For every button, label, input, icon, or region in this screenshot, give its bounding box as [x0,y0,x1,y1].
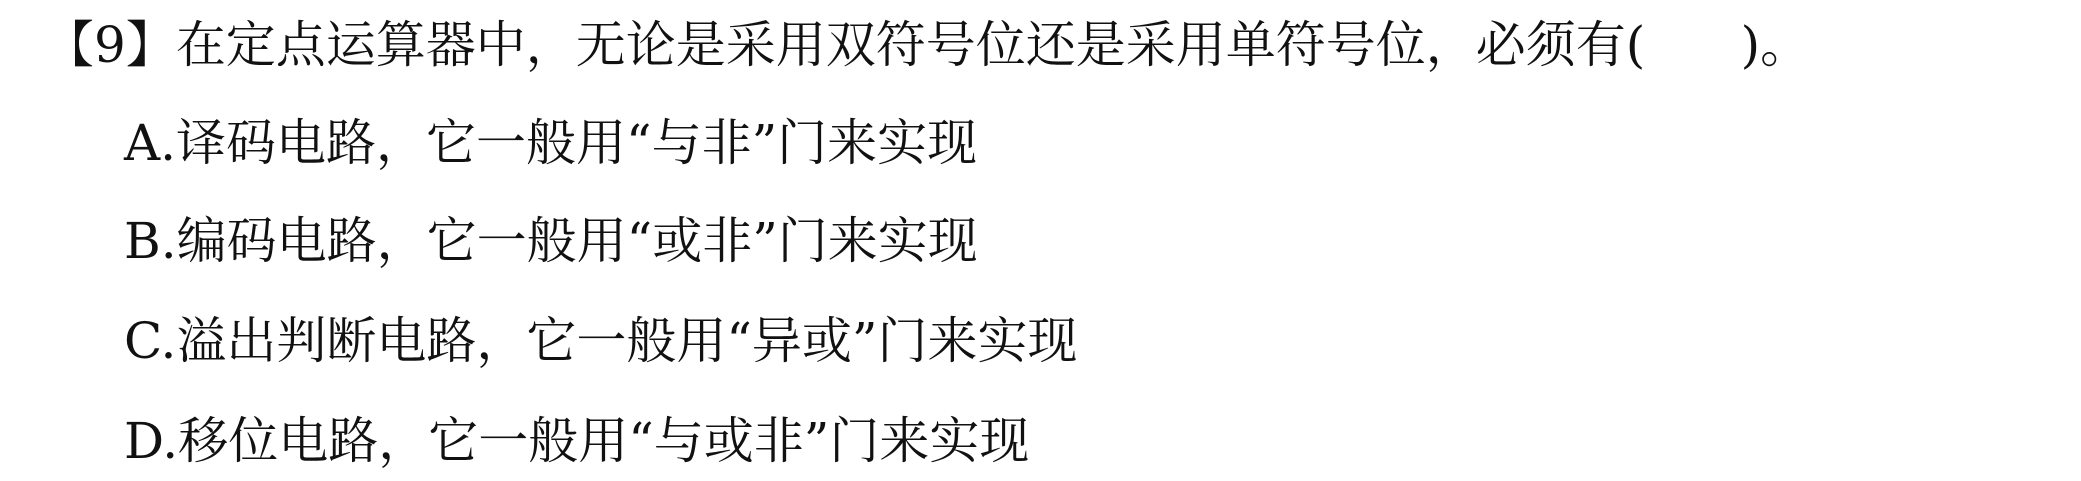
option-letter: B. [124,212,177,270]
option-text: 编码电路，它一般用“或非”门来实现 [176,212,978,270]
option-b [124,208,978,274]
option-letter: A. [124,114,177,172]
option-text: 移位电路，它一般用“与或非”门来实现 [178,412,1030,470]
option-a [124,110,977,176]
option-d [124,408,1029,474]
option-letter: C. [124,312,177,370]
option-text: 溢出判断电路，它一般用“异或”门来实现 [176,312,1078,370]
option-c [124,308,1078,374]
question-number: 【9】 [44,16,176,74]
option-text: 译码电路，它一般用“与非”门来实现 [176,114,978,172]
question-stem [44,12,1810,78]
option-letter: D. [124,412,179,470]
question-text: 在定点运算器中，无论是采用双符号位还是采用单符号位，必须有( )。 [175,16,1811,74]
